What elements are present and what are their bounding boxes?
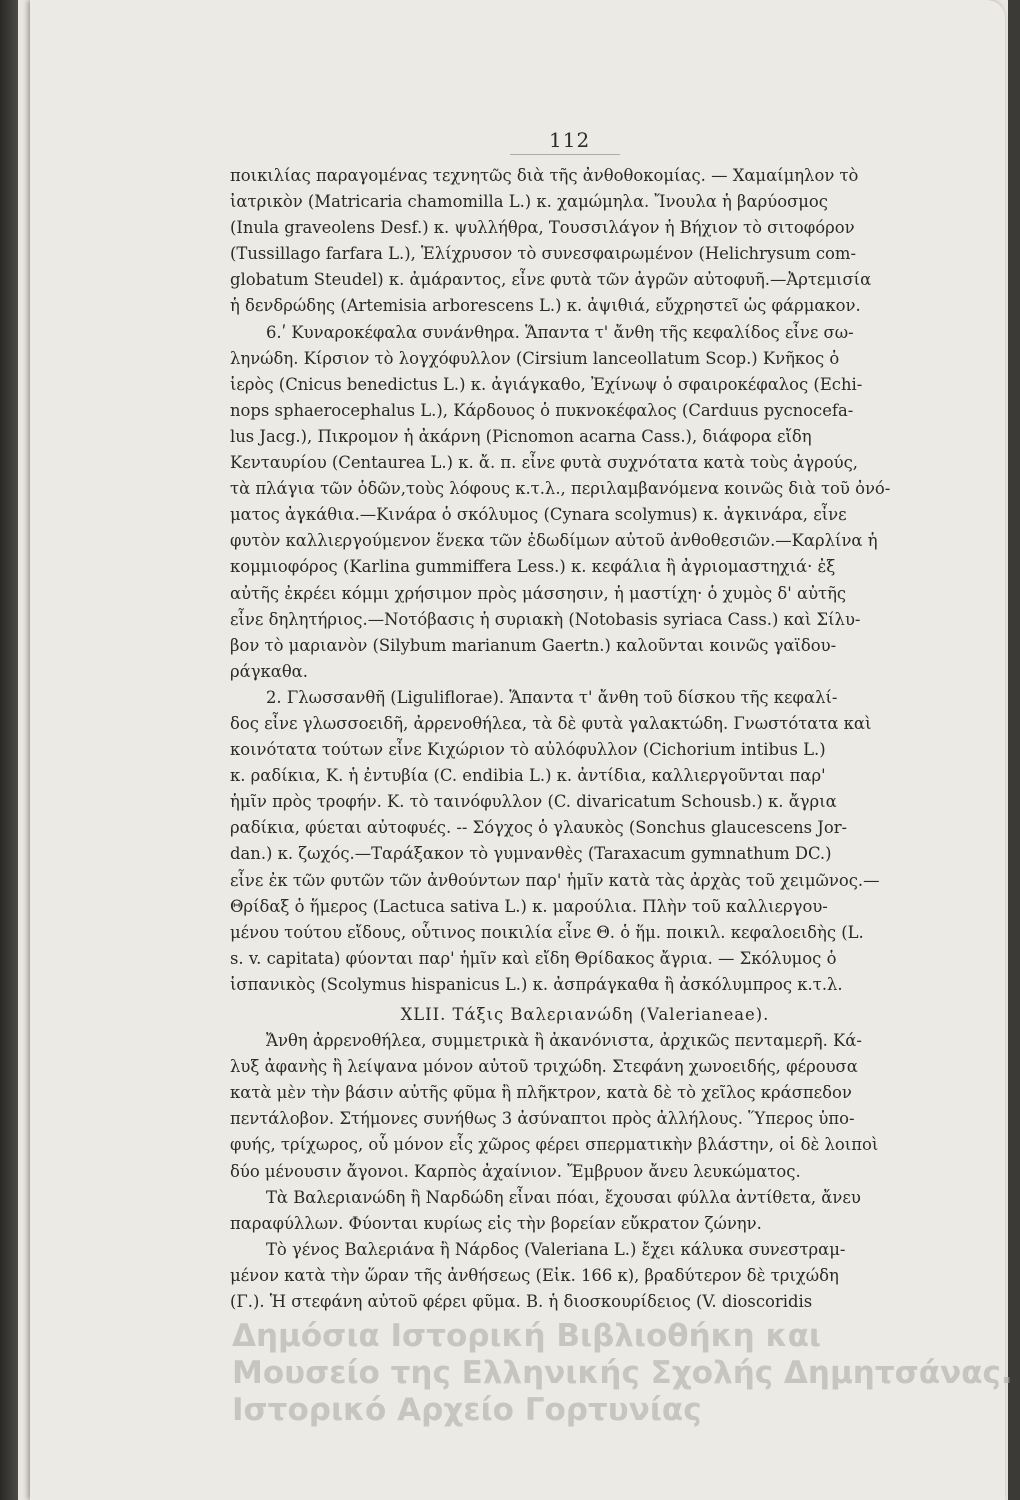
text-line: lus Jacg.), Πικρομον ἡ ἀκάρνη (Picnomon acarna Cass.), διάφορα εἴδη: [230, 426, 812, 446]
text-line: φυτὸν καλλιεργούμενον ἕνεκα τῶν ἐδωδίμων αὐτοῦ ἀνθοθεσιῶν.—Καρλίνα ἡ: [230, 531, 878, 551]
text-line: εἶνε ἐκ τῶν φυτῶν τῶν ἀνθούντων παρ' ἡμῖν κατὰ τὰς ἀρχὰς τοῦ χειμῶνος.—: [230, 870, 880, 890]
text-line: nops sphaerocephalus L.), Κάρδουος ὁ πυκνοκέφαλος (Carduus pycnocefa-: [230, 400, 854, 420]
text-line: ράγκαθα.: [230, 661, 308, 681]
text-line: dan.) κ. ζωχός.—Ταράξακον τὸ γυμνανθὲς (Taraxacum gymnathum DC.): [230, 844, 832, 864]
text-line: παραφύλλων. Φύονται κυρίως εἰς τὴν βορείαν εὔκρατον ζώνην.: [230, 1213, 762, 1233]
watermark-line: Δημόσια Ιστορική Βιβλιοθήκη και: [232, 1318, 821, 1354]
text-line: s. v. capitata) φύονται παρ' ἡμῖν καὶ εἴδη Θρίδακος ἄγρια. — Σκόλυμος ὁ: [230, 948, 837, 968]
text-line: ληνώδη. Κίρσιον τὸ λογχόφυλλον (Cirsium lanceollatum Scop.) Κνῆκος ὁ: [230, 348, 840, 368]
text-line: δος εἶνε γλωσσοειδῆ, ἀρρενοθήλεα, τὰ δὲ φυτὰ γαλακτώδη. Γνωστότατα καὶ: [230, 713, 872, 733]
text-line: Τὸ γένος Βαλεριάνα ἢ Νάρδος (Valeriana L.) ἔχει κάλυκα συνεστραμ-: [266, 1239, 846, 1259]
text-line: πεντάλοβον. Στήμονες συνήθως 3 ἀσύναπτοι πρὸς ἀλλήλους. Ὕπερος ὑπο-: [230, 1109, 855, 1129]
watermark-line: Μουσείο της Ελληνικής Σχολής Δημητσάνας.: [232, 1355, 1013, 1391]
text-line: 2. Γλωσσανθῆ (Liguliflorae). Ἅπαντα τ' ἄνθη τοῦ δίσκου τῆς κεφαλί-: [266, 687, 838, 707]
text-line: (Γ.). Ἡ στεφάνη αὐτοῦ φέρει φῦμα. Β. ἡ διοσκουρίδειος (V. dioscoridis: [230, 1292, 813, 1312]
text-line: Θρίδαξ ὁ ἥμερος (Lactuca sativa L.) κ. μαρούλια. Πλὴν τοῦ καλλιεργου-: [230, 896, 828, 916]
page-number: 112: [549, 128, 591, 152]
text-line: ἡμῖν πρὸς τροφήν. Κ. τὸ ταινόφυλλον (C. divaricatum Schousb.) κ. ἄγρια: [230, 792, 837, 812]
text-line: (Inula graveolens Desf.) κ. ψυλλήθρα, Τουσσιλάγον ἡ Βήχιον τὸ σιτοφόρον: [230, 218, 855, 238]
text-line: 6.ʹ Κυναροκέφαλα συνάνθηρα. Ἅπαντα τ' ἄνθη τῆς κεφαλίδος εἶνε σω-: [266, 322, 854, 342]
text-line: κοινότατα τούτων εἶνε Κιχώριον τὸ αὐλόφυλλον (Cichorium intibus L.): [230, 740, 826, 760]
text-line: Τὰ Βαλεριανώδη ἢ Ναρδώδη εἶναι πόαι, ἔχουσαι φύλλα ἀντίθετα, ἄνευ: [266, 1187, 861, 1207]
text-line: φυής, τρίχωρος, οὗ μόνον εἷς χῶρος φέρει σπερματικὴν βλάστην, οἱ δὲ λοιποὶ: [230, 1135, 879, 1155]
text-line: μένον κατὰ τὴν ὥραν τῆς ἀνθήσεως (Εἰκ. 166 κ), βραδύτερον δὲ τριχώδη: [230, 1265, 839, 1285]
text-line: globatum Steudel) κ. ἀμάραντος, εἶνε φυτὰ τῶν ἀγρῶν αὐτοφυῆ.—Ἀρτεμισία: [230, 270, 872, 290]
text-line: ἱσπανικὸς (Scolymus hispanicus L.) κ. ἀσπράγκαθα ἢ ἀσκόλυμπρος κ.τ.λ.: [230, 974, 843, 994]
text-line: ποικιλίας παραγομένας τεχνητῶς διὰ τῆς ἀνθοθοκομίας. — Χαμαίμηλον τὸ: [230, 166, 859, 185]
page-number-underline: [510, 154, 620, 155]
text-line: εἶνε δηλητήριος.—Νοτόβασις ἡ συριακὴ (Notobasis syriaca Cass.) καὶ Σίλυ-: [230, 609, 861, 629]
text-line: βον τὸ μαριανὸν (Silybum marianum Gaertn.) καλοῦνται κοινῶς γαϊδου-: [230, 635, 837, 655]
text-line: (Tussillago farfara L.), Ἑλίχρυσον τὸ συνεσφαιρωμένον (Helichrysum com-: [230, 244, 856, 264]
watermark-line: Ιστορικό Αρχείο Γορτυνίας: [232, 1392, 702, 1428]
page-body-text: [230, 163, 970, 1315]
text-line: κ. ραδίκια, Κ. ἡ ἐντυβία (C. endibia L.) κ. ἀντίδια, καλλιεργοῦνται παρ': [230, 766, 826, 786]
section-heading: XLII. Τάξις Βαλεριανώδη (Valerianeae).: [400, 1005, 770, 1024]
text-line: ἱερὸς (Cnicus benedictus L.) κ. ἀγιάγκαθο, Ἐχίνωψ ὁ σφαιροκέφαλος (Echi-: [230, 374, 863, 394]
library-watermark: [232, 1318, 1013, 1429]
text-line: ἰατρικὸν (Matricaria chamomilla L.) κ. χαμώμηλα. Ἴνουλα ἡ βαρύοσμος: [230, 192, 828, 212]
text-line: αὐτῆς ἐκρέει κόμμι χρήσιμον πρὸς μάσσησιν, ἡ μαστίχη· ὁ χυμὸς δ' αὐτῆς: [230, 583, 847, 603]
text-line: λυξ ἀφανὴς ἢ λείψανα μόνον αὐτοῦ τριχώδη. Στεφάνη χωνοειδής, φέρουσα: [230, 1057, 858, 1077]
text-line: κομμιοφόρος (Karlina gummiffera Less.) κ. κεφάλια ἢ ἀγριομαστηχιά· ἐξ: [230, 557, 836, 577]
text-line: δύο μένουσιν ἄγονοι. Καρπὸς ἀχαίνιον. Ἔμβρυον ἄνευ λευκώματος.: [230, 1161, 801, 1181]
text-line: ἡ δενδρώδης (Artemisia arborescens L.) κ. ἀψιθιά, εὔχρηστεῖ ὡς φάρμακον.: [230, 296, 861, 316]
text-line: ματος ἀγκάθια.—Κινάρα ὁ σκόλυμος (Cynara scolymus) κ. ἀγκινάρα, εἶνε: [230, 505, 847, 525]
text-line: κατὰ μὲν τὴν βάσιν αὐτῆς φῦμα ἢ πλῆκτρον, κατὰ δὲ τὸ χεῖλος κράσπεδον: [230, 1083, 852, 1103]
text-line: μένου τούτου εἴδους, οὗτινος ποικιλία εἶνε Θ. ὁ ἥμ. ποικιλ. κεφαλοειδὴς (L.: [230, 922, 864, 942]
text-line: Κενταυρίου (Centaurea L.) κ. ἄ. π. εἶνε φυτὰ συχνότατα κατὰ τοὺς ἀγρούς,: [230, 453, 859, 473]
text-line: τὰ πλάγια τῶν ὁδῶν,τοὺς λόφους κ.τ.λ., περιλαμβανόμενα κοινῶς διὰ τοῦ ὀνό-: [230, 479, 891, 499]
text-line: Ἄνθη ἀρρενοθήλεα, συμμετρικὰ ἢ ἀκανόνιστα, ἀρχικῶς πενταμερῆ. Κά-: [266, 1031, 862, 1051]
text-line: ραδίκια, φύεται αὐτοφυές. -- Σόγχος ὁ γλαυκὸς (Sonchus glaucescens Jor-: [230, 818, 848, 838]
